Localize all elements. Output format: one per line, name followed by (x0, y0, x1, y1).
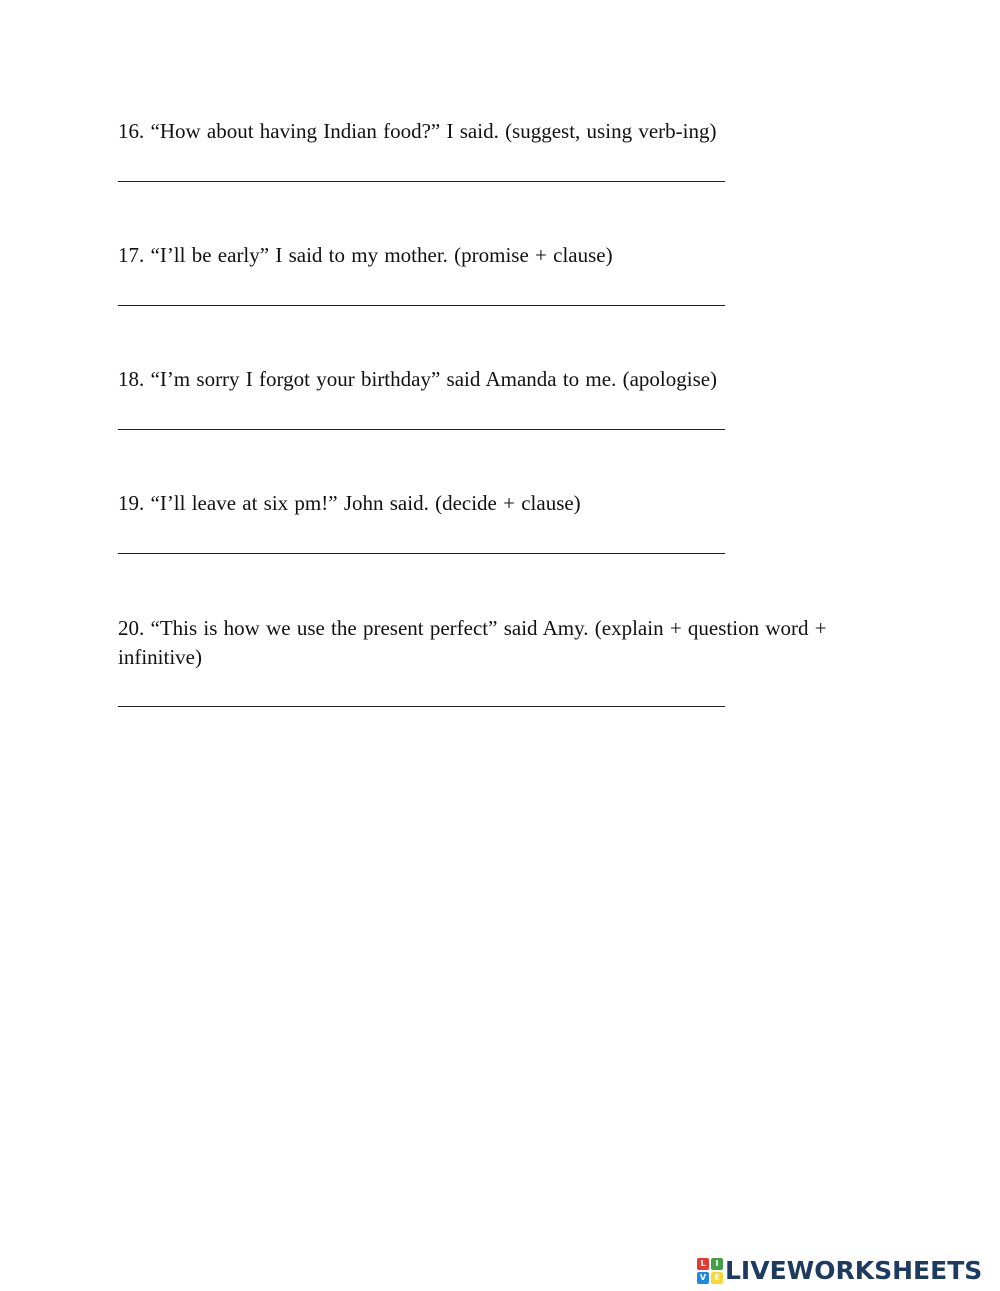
question-18: 18. “I’m sorry I forgot your birthday” said Amanda to me. (apologise) (118, 367, 718, 391)
answer-line-18[interactable] (118, 429, 725, 430)
logo-letter-i: I (711, 1258, 723, 1270)
answer-line-16[interactable] (118, 181, 725, 182)
logo-letter-l: L (697, 1258, 709, 1270)
question-17: 17. “I’ll be early” I said to my mother. (promise + clause) (118, 243, 613, 267)
logo-letter-v: V (697, 1272, 709, 1284)
answer-line-17[interactable] (118, 305, 725, 306)
question-20: 20. “This is how we use the present perfect” said Amy. (explain + question word + infinitive) (118, 616, 827, 669)
answer-line-20[interactable] (118, 706, 725, 707)
liveworksheets-brand (697, 1256, 982, 1286)
liveworksheets-logo-icon (697, 1258, 723, 1284)
brand-name: LIVEWORKSHEETS (725, 1256, 983, 1285)
logo-letter-e: E (711, 1272, 723, 1284)
question-16: 16. “How about having Indian food?” I said. (suggest, using verb-ing) (118, 119, 717, 143)
answer-line-19[interactable] (118, 553, 725, 554)
question-19: 19. “I’ll leave at six pm!” John said. (decide + clause) (118, 491, 581, 515)
